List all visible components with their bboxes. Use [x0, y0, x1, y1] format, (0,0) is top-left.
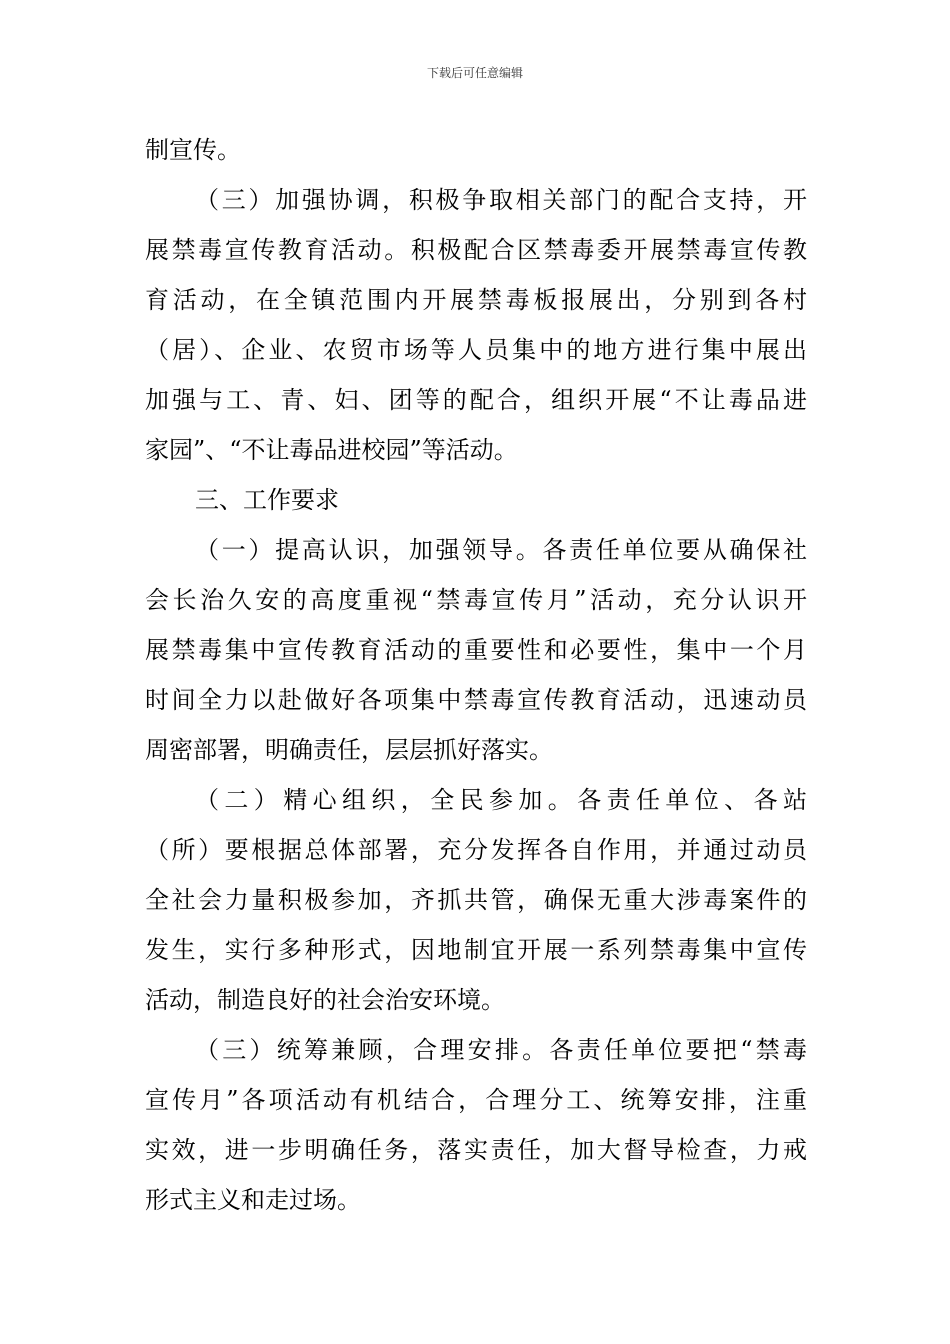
page-header-note: 下载后可任意编辑	[426, 66, 523, 80]
paragraph-line: 家园”、“不让毒品进校园”等活动。	[145, 436, 518, 464]
paragraph-line: 宣传月”各项活动有机结合，合理分工、统筹安排，注重	[145, 1086, 807, 1114]
paragraph-line: 全社会力量积极参加，齐抓共管，确保无重大涉毒案件的	[145, 886, 807, 914]
paragraph-line: 制宣传。	[145, 136, 241, 164]
paragraph-line: （一）提高认识，加强领导。各责任单位要从确保社	[195, 536, 807, 564]
paragraph-line: （三）统筹兼顾，合理安排。各责任单位要把“禁毒	[195, 1036, 807, 1064]
section-heading: 三、工作要求	[195, 486, 339, 514]
paragraph-line: 时间全力以赴做好各项集中禁毒宣传教育活动，迅速动员	[145, 686, 807, 714]
paragraph-line: 活动，制造良好的社会治安环境。	[145, 986, 505, 1014]
paragraph-line: 展禁毒集中宣传教育活动的重要性和必要性，集中一个月	[145, 636, 807, 664]
paragraph-line: 实效，进一步明确任务，落实责任，加大督导检查，力戒	[145, 1136, 807, 1164]
paragraph-line: （所）要根据总体部署，充分发挥各自作用，并通过动员	[145, 836, 807, 864]
paragraph-line: 加强与工、青、妇、团等的配合，组织开展“不让毒品进	[145, 386, 807, 414]
paragraph-line: （二）精心组织，全民参加。各责任单位、各站	[195, 786, 807, 814]
paragraph-line: （三）加强协调，积极争取相关部门的配合支持，开	[195, 186, 807, 214]
paragraph-line: 形式主义和走过场。	[145, 1186, 361, 1214]
paragraph-line: （居）、企业、农贸市场等人员集中的地方进行集中展出	[145, 336, 807, 364]
document-body	[145, 125, 807, 1225]
paragraph-line: 会长治久安的高度重视“禁毒宣传月”活动，充分认识开	[145, 586, 807, 614]
paragraph-line: 发生，实行多种形式，因地制宜开展一系列禁毒集中宣传	[145, 936, 807, 964]
paragraph-line: 展禁毒宣传教育活动。积极配合区禁毒委开展禁毒宣传教	[145, 236, 807, 264]
paragraph-line: 育活动，在全镇范围内开展禁毒板报展出，分别到各村	[145, 286, 807, 314]
paragraph-line: 周密部署，明确责任，层层抓好落实。	[145, 736, 553, 764]
